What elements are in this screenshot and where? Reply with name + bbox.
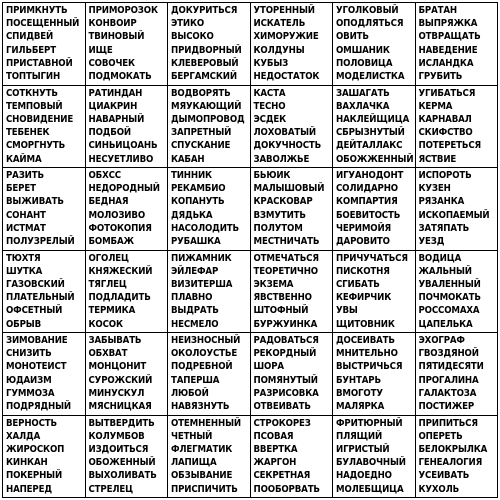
grid-cell <box>333 415 416 498</box>
word: СПИДВЕЙ <box>6 31 54 43</box>
word: СПУСКАНИЕ <box>171 140 231 152</box>
grid-cell <box>168 333 251 416</box>
word: НАДОЕДНО <box>336 470 392 482</box>
word: БУРЖУИНКА <box>253 318 318 330</box>
word: УЕЗД <box>418 236 445 248</box>
word: ЗАШАГАТЬ <box>336 87 390 99</box>
word: ВЫСОКО <box>171 31 214 43</box>
word: БЬЮИК <box>253 170 291 181</box>
word: ИСПОРОТЬ <box>418 170 472 181</box>
word: УВЫ <box>336 305 358 317</box>
word: ФРИТЮРНЫЙ <box>336 417 403 429</box>
word: ПРИДВОРНЫЙ <box>171 44 242 56</box>
grid-cell <box>168 415 251 498</box>
word: КОЛДУНЫ <box>253 44 305 56</box>
grid-cell <box>250 85 333 168</box>
word: СГИБАТЬ <box>336 278 380 290</box>
word: ЭХОГРАФ <box>418 335 465 346</box>
word: ВИЗИТЕРША <box>171 278 233 290</box>
word: ГУММОЗА <box>6 387 55 399</box>
word: ТЯГЛЕЦ <box>88 278 127 290</box>
word: ВЗМУТИТЬ <box>253 209 306 221</box>
word: ОБЗЫВАНИЕ <box>171 470 233 482</box>
word: КАСТА <box>253 87 286 99</box>
word: РЯЗАНКА <box>418 196 465 208</box>
word: ФЛЕГМАТИК <box>171 443 233 455</box>
word: РЕКОРДНЫЙ <box>253 348 317 360</box>
word: ТЕМПОВЫЙ <box>6 100 63 112</box>
grid-cell <box>3 85 86 168</box>
grid-row <box>3 3 498 86</box>
word: ТЕРМИКА <box>88 305 136 317</box>
grid-cell <box>250 333 333 416</box>
word: ЯСТВИЕ <box>418 153 457 165</box>
word: ПОЛУЗРЕЛЫЙ <box>6 236 75 248</box>
word: ОТВЕИВАТЬ <box>253 401 311 413</box>
word: УТОРЕННЫЙ <box>253 5 315 16</box>
grid-cell <box>333 3 416 86</box>
word: КУХОЛЬ <box>418 483 460 495</box>
word: ЧЕРИМОЙЯ <box>336 222 392 234</box>
word: ВАХЛАЧКА <box>336 100 390 112</box>
word: ИГУАНОДОНТ <box>336 170 404 181</box>
word: СОВОЧЕК <box>88 57 135 69</box>
word: ЗИМОВАНИЕ <box>6 335 68 346</box>
word: КУЗЕН <box>418 183 451 195</box>
word: ВЫХОЛИВАТЬ <box>88 470 157 482</box>
word: СТРОКОРЕЗ <box>253 417 311 429</box>
word-grid <box>2 2 498 498</box>
word: ПРИМОРОЗОК <box>88 5 158 16</box>
word: ТВИНОВЫЙ <box>88 31 145 43</box>
word: ЖИРОСКОП <box>6 443 65 455</box>
word: ДОКУЧНОСТЬ <box>253 140 322 152</box>
word: ПОЧМОКАТЬ <box>418 292 481 304</box>
grid-cell <box>168 250 251 333</box>
word: МЯСНИЦКАЯ <box>88 401 152 413</box>
word: ФОТОКОПИЯ <box>88 222 152 234</box>
word: ДОКУРИТЬСЯ <box>171 5 238 16</box>
word: ПОСТИЖЕР <box>418 401 475 413</box>
word: УСЕИВАТЬ <box>418 470 470 482</box>
grid-cell <box>3 415 86 498</box>
grid-cell <box>333 85 416 168</box>
word: ЛАПИЩА <box>171 457 217 469</box>
word: СОТКНУТЬ <box>6 87 58 99</box>
word: ОБРЫВ <box>6 318 42 330</box>
word: ПОКЕРНЫЙ <box>6 470 63 482</box>
word: КЕРМА <box>418 100 453 112</box>
word: ПОТЕРЕТЬСЯ <box>418 140 482 152</box>
word: КНЯЖЕСКИЙ <box>88 265 153 277</box>
word: КРАСКОВАР <box>253 196 313 208</box>
word: УГОЛКОВЫЙ <box>336 5 399 16</box>
word: НАВАРНЫЙ <box>88 113 145 125</box>
word: ОПЕРЕТЬ <box>418 430 463 442</box>
word: БУЛАВОЧНЫЙ <box>336 457 406 469</box>
word: КУБЫЗ <box>253 57 289 69</box>
word: СТРЕЛЕЦ <box>88 483 133 495</box>
grid-cell <box>333 168 416 251</box>
word: ИЩЕ <box>88 44 113 56</box>
word: ТЮХТЯ <box>6 252 41 264</box>
word: ТЕСНО <box>253 100 286 112</box>
word: ГВОЗДЯНОЙ <box>418 348 479 360</box>
word: ОТМЕЧАТЬСЯ <box>253 252 319 264</box>
word: НАВЕДЕНИЕ <box>418 44 478 56</box>
word: ИГРИСТЫЙ <box>336 443 390 455</box>
word: ЯВСТВЕННО <box>253 292 312 304</box>
word: ГРУБИТЬ <box>418 71 463 83</box>
word: ПОДМОКАТЬ <box>88 71 152 83</box>
word: ПИЖАМНИК <box>171 252 232 264</box>
word: СИНЬИЦОАНЬ <box>88 140 158 152</box>
word: КОЛУМБОВ <box>88 430 145 442</box>
word: ОБОЖЖЕННЫЙ <box>336 153 414 165</box>
word: БОЕВИТОСТЬ <box>336 209 401 221</box>
word: ПРИПИТЬСЯ <box>418 417 478 429</box>
word: ВЫТВЕРДИТЬ <box>88 417 155 429</box>
word: ДОСЕИВАТЬ <box>336 335 395 346</box>
word: ИСТМАТ <box>6 222 46 234</box>
word: ПРИСПИЧИТЬ <box>171 483 238 495</box>
word: УГИБАТЬСЯ <box>418 87 476 99</box>
word: МАЛЯРКА <box>336 401 385 413</box>
word: ПОДРЕБНОЙ <box>171 361 233 373</box>
grid-cell <box>85 3 168 86</box>
word: ВОДВОРЯТЬ <box>171 87 231 99</box>
word: ДЫМОПРОВОД <box>171 113 245 125</box>
grid-cell <box>168 85 251 168</box>
word: ОТЕМНЕННЫЙ <box>171 417 241 429</box>
word: ЦИАКРИН <box>88 100 138 112</box>
word: ЭТИКО <box>171 18 205 30</box>
word: МЯУКАЮЩИЙ <box>171 100 242 112</box>
word: НЕСМЕЛО <box>171 318 219 330</box>
word: ДЯДЬКА <box>171 209 213 221</box>
word: НАКЛЕЙЩИЦА <box>336 113 410 125</box>
word: РОССОМАХА <box>418 305 480 317</box>
word: ВВЕРТКА <box>253 443 298 455</box>
word: МОНОТЕИСТ <box>6 361 67 373</box>
word: ВЫСТРИЧЬСЯ <box>336 361 403 373</box>
word: МОЛЕБЩИЦА <box>336 483 404 495</box>
grid-cell <box>3 3 86 86</box>
word: ВМОГОТУ <box>336 387 383 399</box>
word: БЕРГАМСКИЙ <box>171 71 237 83</box>
word: НАСОЛОДИТЬ <box>171 222 239 234</box>
word: ЧЕТНЫЙ <box>171 430 213 442</box>
word: ШУТКА <box>6 265 43 277</box>
word: НЕИЗНОСНЫЙ <box>171 335 241 346</box>
word: МОНЦОНИТ <box>88 361 147 373</box>
word: НЕСУЕТЛИВО <box>88 153 154 165</box>
word: ИСЛАНДКА <box>418 57 474 69</box>
word: РАЗИТЬ <box>6 170 44 181</box>
grid-cell <box>85 85 168 168</box>
word: НАВЯЗНУТЬ <box>171 401 230 413</box>
word: ПЛЯЩИЙ <box>336 430 383 442</box>
grid-cell <box>250 250 333 333</box>
word: ЭЙЛЕФАР <box>171 265 219 277</box>
word: ТОПТЫГИН <box>6 71 61 83</box>
word: ЗАВОЛЖЬЕ <box>253 153 310 165</box>
word: КОМПАРТИЯ <box>336 196 398 208</box>
grid-cell <box>415 85 498 168</box>
word: МАЛЫШОВЫЙ <box>253 183 325 195</box>
word: ВОДИЦА <box>418 252 462 264</box>
word: КОПАНУТЬ <box>171 196 225 208</box>
word: ГАЛАКТОЗА <box>418 387 477 399</box>
word: СОЛИДАРНО <box>336 183 398 195</box>
word: ОТВРАЩАТЬ <box>418 31 481 43</box>
word: ТИННИК <box>171 170 212 181</box>
word: ВЕРНОСТЬ <box>6 417 57 429</box>
word: ЭКЗЕМА <box>253 278 294 290</box>
grid-cell <box>333 333 416 416</box>
grid-cell <box>3 168 86 251</box>
word: СНОВИДЕНИЕ <box>6 113 74 125</box>
word: КОСОК <box>88 318 123 330</box>
grid-cell <box>85 333 168 416</box>
grid-cell <box>415 3 498 86</box>
word: ПРИМКНУТЬ <box>6 5 68 16</box>
word: БРАТАН <box>418 5 457 16</box>
word: РАТИНДАН <box>88 87 143 99</box>
word: МОЛОЗИВО <box>88 209 145 221</box>
word: БОМБАЖ <box>88 236 134 248</box>
word: ЗАБЫВАТЬ <box>88 335 142 346</box>
word: ОФСЕТНЫЙ <box>6 305 63 317</box>
word: ШОРА <box>253 361 284 373</box>
word: ПОДРЯДНЫЙ <box>6 401 71 413</box>
word: КОНВОИР <box>88 18 137 30</box>
word: ТЕОРЕТИЧНО <box>253 265 318 277</box>
grid-row <box>3 250 498 333</box>
word: ПСОВАЯ <box>253 430 294 442</box>
word: ПЯТИДЕСЯТИ <box>418 361 484 373</box>
word: НАПЕРЕД <box>6 483 52 495</box>
word: СОНАНТ <box>6 209 46 221</box>
word: ПОЛОВИЦА <box>336 57 393 69</box>
word: МЕСТНИЧАТЬ <box>253 236 320 248</box>
grid-row <box>3 415 498 498</box>
word: КЕФИРЧИК <box>336 292 392 304</box>
word: ПОЛУТОМ <box>253 222 303 234</box>
word: ОКОЛОУСТЬЕ <box>171 348 238 360</box>
word: ВЫПРЯЖКА <box>418 18 478 30</box>
word: ПРИЧУЧАТЬСЯ <box>336 252 408 264</box>
word: МОДЕЛИСТКА <box>336 71 405 83</box>
word: ТАПЕРША <box>171 374 220 386</box>
word: БУНТАРЬ <box>336 374 381 386</box>
word: СБРЫЗНУТЫЙ <box>336 127 405 139</box>
grid-cell <box>168 168 251 251</box>
grid-cell <box>250 3 333 86</box>
word: ПОСЕЩЕННЫЙ <box>6 18 80 30</box>
word: ЩИТОВНИК <box>336 318 395 330</box>
word: ГЕНЕАЛОГИЯ <box>418 457 483 469</box>
grid-row <box>3 333 498 416</box>
word: КАРНАВАЛ <box>418 113 472 125</box>
word: ОБОЖЕННЫЙ <box>88 457 156 469</box>
word: ГАЗОВСКИЙ <box>6 278 65 290</box>
grid-cell <box>85 168 168 251</box>
grid-cell <box>168 3 251 86</box>
word: КЛЕВЕРОВЫЙ <box>171 57 239 69</box>
word: ПОДБОЙ <box>88 127 131 139</box>
word: ПРИСТАВНОЙ <box>6 57 73 69</box>
word: НЕДОРОДНЫЙ <box>88 183 160 195</box>
word: ИСКАТЕЛЬ <box>253 18 306 30</box>
word: ТЕБЕНЕК <box>6 127 50 139</box>
word: ПИСКОТНЯ <box>336 265 390 277</box>
word: РАДОВАТЬСЯ <box>253 335 319 346</box>
word: СУРОЖСКИЙ <box>88 374 153 386</box>
grid-cell <box>415 415 498 498</box>
word: ПРОГАЛИНА <box>418 374 479 386</box>
grid-cell <box>85 250 168 333</box>
grid-cell <box>3 250 86 333</box>
grid-cell <box>333 250 416 333</box>
word: ЛОХОВАТЫЙ <box>253 127 316 139</box>
word: БЕРЕТ <box>6 183 36 195</box>
grid-row <box>3 85 498 168</box>
word: КАБАН <box>171 153 205 165</box>
word: ДЕЙТАЛЛАКС <box>336 140 403 152</box>
word: ОМШАНИК <box>336 44 390 56</box>
word: ИСКОПАЕМЫЙ <box>418 209 490 221</box>
grid-cell <box>3 333 86 416</box>
word: МНИТЕЛЬНО <box>336 348 398 360</box>
word: ЭСДЕК <box>253 113 287 125</box>
word: ОВИТЬ <box>336 31 369 43</box>
word: ПЛАВНО <box>171 292 213 304</box>
word: ЛЮБОЙ <box>171 387 209 399</box>
word: ПЛАТЕЛЬНЫЙ <box>6 292 75 304</box>
word: ОПОДЛЯТЬСЯ <box>336 18 404 30</box>
word: РУБАШКА <box>171 236 221 248</box>
word: ВЫЖИВАТЬ <box>6 196 64 208</box>
word: МИНУСКУЛ <box>88 387 145 399</box>
grid-cell <box>415 168 498 251</box>
word: БЕДНАЯ <box>88 196 129 208</box>
word: НЕДОСТАТОК <box>253 71 320 83</box>
word: ПОДЛАДИТЬ <box>88 292 151 304</box>
word: ЦАПЕЛЬКА <box>418 318 473 330</box>
word: КАЙМА <box>6 153 42 165</box>
grid-cell <box>415 250 498 333</box>
word: ПОМЯНУТЫЙ <box>253 374 318 386</box>
word: ДАРОВИТО <box>336 236 390 248</box>
word: ВЫДРАТЬ <box>171 305 219 317</box>
grid-cell <box>250 168 333 251</box>
word: СНИЗИТЬ <box>6 348 52 360</box>
word: СЕКРЕТНАЯ <box>253 470 311 482</box>
grid-cell <box>250 415 333 498</box>
word: ЗАТЯПАТЬ <box>418 222 470 234</box>
word: ХИМОРУЖИЕ <box>253 31 319 43</box>
word: ОГОЛЕЦ <box>88 252 129 264</box>
grid-row <box>3 168 498 251</box>
word: РАЗРИСОВКА <box>253 387 319 399</box>
word: ОБХВАТ <box>88 348 128 360</box>
word: ЖАЛЬНЫЙ <box>418 265 472 277</box>
grid-cell <box>415 333 498 416</box>
word: ГИЛЬБЕРТ <box>6 44 56 56</box>
word: РЕКАМБИО <box>171 183 226 195</box>
word: ЖАРГОН <box>253 457 297 469</box>
word: ЮДАИЗМ <box>6 374 52 386</box>
word: ИЗДОИТЬСЯ <box>88 443 149 455</box>
word: ШТОФНЫЙ <box>253 305 309 317</box>
word: ПООБОРВАТЬ <box>253 483 320 495</box>
word: ХАЛДА <box>6 430 41 442</box>
word: ЗАПРЕТНЫЙ <box>171 127 232 139</box>
word: БЕЛОКРЫЛКА <box>418 443 488 455</box>
word: УВАЛЕННЫЙ <box>418 278 481 290</box>
word: СМОРГНУТЬ <box>6 140 66 152</box>
word: СКИФСТВО <box>418 127 473 139</box>
word: ОБХСС <box>88 170 121 181</box>
grid-cell <box>85 415 168 498</box>
word: КИНКАН <box>6 457 48 469</box>
